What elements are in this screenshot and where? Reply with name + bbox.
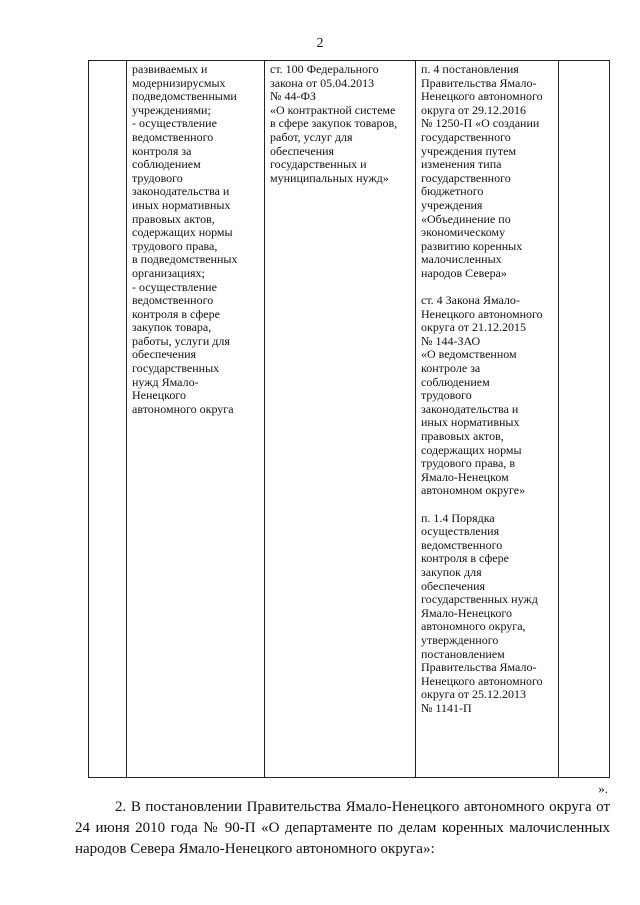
table-column-notes bbox=[559, 61, 609, 777]
table-column-subject bbox=[127, 61, 265, 777]
page-number: 2 bbox=[316, 36, 324, 51]
table-column-regional bbox=[416, 61, 559, 777]
table-cell-text: ст. 4 Закона Ямало- Ненецкого автономного округа от 21.12.2015 № 144-ЗАО «О ведомственном контроле за соблюдением трудового законодательства и иных нормативных правовых актов, содержащих нормы трудового права, в Ямало-Ненецком автономном округе» bbox=[421, 293, 543, 498]
body-paragraph: 2. В постановлении Правительства Ямало-Ненецкого автономного округа от 24 июня 2010 года № 90-П «О департаменте по делам коренных малочисленных народов Севера Ямало-Ненецкого автономного округа»: bbox=[75, 799, 610, 857]
table-column-federal bbox=[265, 61, 416, 777]
table-column-number bbox=[89, 61, 127, 777]
legal-table bbox=[88, 60, 610, 778]
table-cell-text: п. 4 постановления Правительства Ямало- Ненецкого автономного округа от 29.12.2016 № 1250-П «О создании государственного учреждения путем изменения типа государственного бюджетного учреждения «Объединение по экономическому развитию коренных малочисленных народов Севера» bbox=[421, 62, 543, 280]
closing-quote: ». bbox=[598, 781, 608, 796]
table-cell-text: развиваемых и модернизирусмых подведомственными учреждениями; - осуществление ведомственного контроля за соблюдением трудового законодательства и иных нормативных правовых актов, содержащих нормы трудового права, в подведомственных организациях; - осуществление ведомственного контроля в сфере закупок товара, работы, услуги для обеспечения государственных нужд Ямало- Ненецкого автономного округа bbox=[132, 62, 238, 416]
table-cell-text: ст. 100 Федерального закона от 05.04.2013 № 44-ФЗ «О контрактной системе в сфере закупок товаров, работ, услуг для обеспечения государственных и муниципальных нужд» bbox=[270, 62, 398, 185]
table-cell-text: п. 1.4 Порядка осуществления ведомственного контроля в сфере закупок для обеспечения государственных нужд Ямало-Ненецкого автономного округа, утвержденного постановлением Правительства Ямало- Ненецкого автономного округа от 25.12.2013 № 1141-П bbox=[421, 510, 543, 715]
